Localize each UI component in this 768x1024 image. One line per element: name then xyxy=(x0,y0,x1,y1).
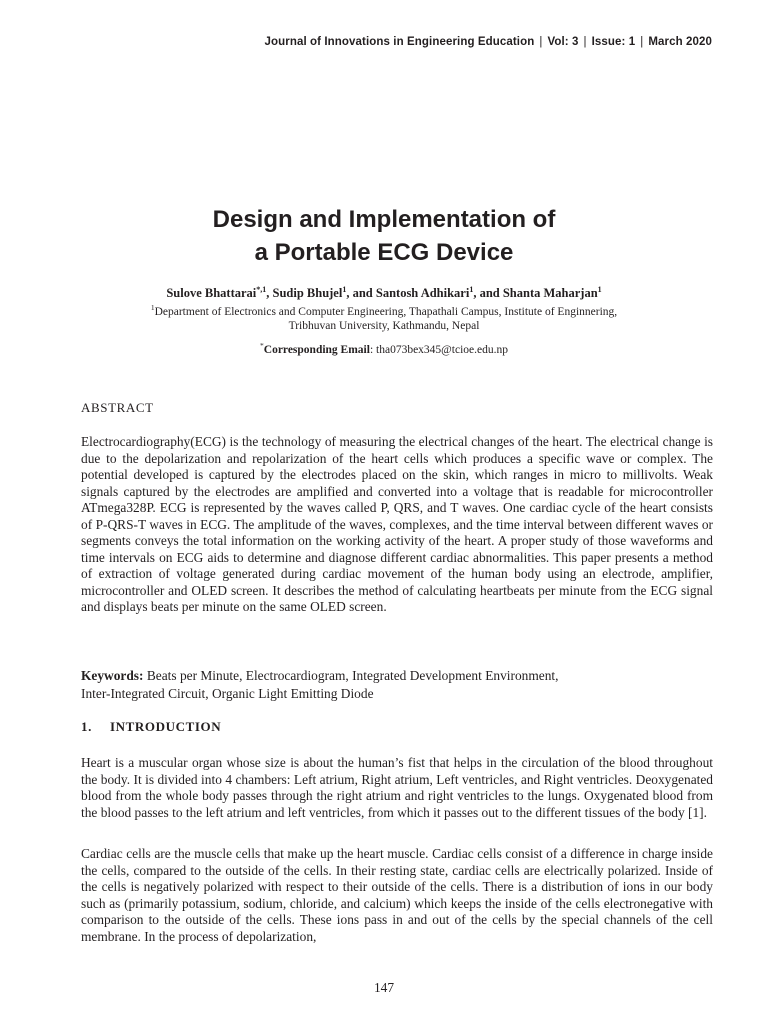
author-name: Sulove Bhattarai xyxy=(166,286,257,301)
author-affiliation-mark: *,1 xyxy=(256,285,267,294)
author-name: Shanta Maharjan xyxy=(502,286,598,301)
affiliation xyxy=(0,301,768,334)
author-list xyxy=(0,285,768,301)
section-heading-introduction xyxy=(81,719,221,735)
journal-name: Journal of Innovations in Engineering Education xyxy=(264,36,535,48)
paper-title xyxy=(0,203,768,269)
keywords xyxy=(81,667,713,703)
author-affiliation-mark: 1 xyxy=(342,285,347,294)
affiliation-line-2: Tribhuvan University, Kathmandu, Nepal xyxy=(288,320,480,333)
author-affiliation-mark: 1 xyxy=(469,285,474,294)
abstract-heading: ABSTRACT xyxy=(81,400,154,415)
abstract-text: Electrocardiography(ECG) is the technology of measuring the electrical changes of the heart. The electrical change is due to the depolarization and repolarization of the heart cells which produces a specific wave or complex. The potential developed is captured by the electrodes placed on the skin, which ranges in micro to millivolts. Weak signals captured by the electrodes are amplified and converted into a voltage that is readable for microcontroller ATmega328P. ECG is represented by the waves called P, QRS, and T waves. One cardiac cycle of the heart consists of P-QRS-T waves in ECG. The amplitude of the waves, complexes, and the time interval between different waves or segments conveys the total information on the working activity of the heart. A proper study of those waveforms and time intervals on ECG aids to determine and diagnose different cardiac abnormalities. This paper presents a method of extraction of voltage generated during cardiac movement of the human body using an electrode, amplifier, microcontroller and OLED screen. It describes the method of calculating heartbeats per minute from the ECG signal and displays beats per minute on the same OLED screen. xyxy=(81,434,713,614)
issue: Issue: 1 xyxy=(591,36,636,48)
title-line-2: a Portable ECG Device xyxy=(254,239,514,266)
author-separator: , and xyxy=(346,286,376,301)
author-affiliation-mark: 1 xyxy=(597,285,602,294)
keywords-line-2: Inter-Integrated Circuit, Organic Light Emitting Diode xyxy=(81,686,374,701)
header-separator: | xyxy=(539,36,543,48)
page-number: 147 xyxy=(373,980,395,995)
introduction-paragraph-2: Cardiac cells are the muscle cells that make up the heart muscle. Cardiac cells consist of a difference in charge inside the cells, compared to the outside of the cells. In their resting state, cardiac cells are electrically polarized. Inside of the cells is negatively polarized with respect to their outside of the cells. There is a distribution of ions in our body such as (primarily potassium, sodium, chloride, and calcium) which keeps the inside of the cells electronegative with comparison to the outside of the cells. These ions pass in and out of the cells by the special channels of the cell membrane. In the process of depolarization, xyxy=(81,846,713,944)
author-separator: , and xyxy=(473,286,503,301)
author-name: Santosh Adhikari xyxy=(375,286,470,301)
title-line-1: Design and Implementation of xyxy=(212,206,556,233)
running-header xyxy=(265,36,713,48)
section-title: INTRODUCTION xyxy=(110,719,222,734)
affiliation-line-1 xyxy=(0,301,768,319)
keywords-line-1 xyxy=(81,667,713,685)
publication-date: March 2020 xyxy=(648,36,712,48)
introduction-paragraph-1: Heart is a muscular organ whose size is about the human’s fist that helps in the circulation of the blood throughout the body. It is divided into 4 chambers: Left atrium, Right atrium, Left ventricles, and Right ventricles. Deoxygenated blood from the whole body passes through the right atrium and right ventricles to the lungs. Oxygenated blood from the blood passes to the left atrium and left ventricles, from which it passes out to the different tissues of the body [1]. xyxy=(81,755,713,820)
label-colon: : xyxy=(369,343,374,356)
volume: Vol: 3 xyxy=(547,36,579,48)
corresponding-email xyxy=(0,341,768,356)
author-name: Sudip Bhujel xyxy=(272,286,343,301)
affiliation-mark: 1 xyxy=(150,303,155,312)
corresponding-mark: * xyxy=(260,341,264,350)
keywords-label: Keywords: xyxy=(81,668,144,683)
corresponding-label: Corresponding Email xyxy=(263,343,370,356)
keywords-text-1: Beats per Minute, Electrocardiogram, Integrated Development Environment, xyxy=(146,668,559,683)
author-separator: , xyxy=(266,286,273,301)
section-number: 1. xyxy=(81,719,92,734)
email-address[interactable]: tha073bex345@tcioe.edu.np xyxy=(376,343,508,356)
header-separator: | xyxy=(640,36,644,48)
header-separator: | xyxy=(583,36,587,48)
affiliation-text: Department of Electronics and Computer Engineering, Thapathali Campus, Institute of Enginnering, xyxy=(154,305,618,318)
